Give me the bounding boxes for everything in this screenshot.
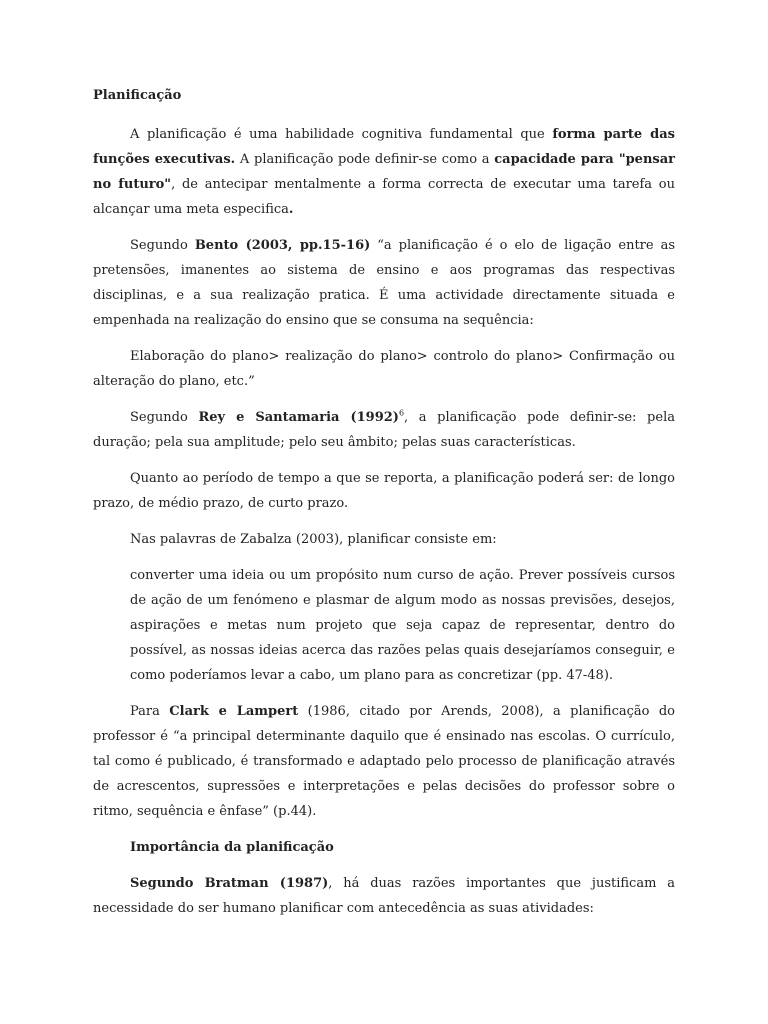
citation: Clark e Lampert — [169, 704, 299, 719]
paragraph-bento — [93, 233, 675, 333]
paragraph-definition — [93, 122, 675, 222]
text: “a planificação é o elo de ligação entre as pretensões, imanentes ao sistema de ensino e aos programas das respectivas disciplinas, e a sua realização pratica. É uma actividade directamente situada e empenhada na realização do ensino que se consuma na sequência: — [93, 238, 675, 328]
bold-text: forma parte das funções executivas. — [93, 127, 675, 167]
paragraph-clark-lampert — [93, 699, 675, 824]
text: , a planificação pode definir-se: pela duração; pela sua amplitude; pelo seu âmbito; pelas suas características. — [93, 410, 675, 450]
bold-text: capacidade para "pensar no futuro" — [93, 152, 675, 192]
citation: Rey e Santamaria (1992) — [198, 410, 399, 425]
paragraph-period: Quanto ao período de tempo a que se reporta, a planificação poderá ser: de longo prazo, de médio prazo, de curto prazo. — [93, 471, 675, 511]
text: A planificação pode definir-se como a — [235, 152, 495, 167]
paragraph-zabalza-intro: Nas palavras de Zabalza (2003), planificar consiste em: — [130, 532, 497, 547]
paragraph-sequence: Elaboração do plano> realização do plano> controlo do plano> Confirmação ou alteração do plano, etc.” — [93, 349, 675, 389]
section-title: Planificação — [93, 88, 182, 103]
text: , há duas razões importantes que justificam a necessidade do ser humano planificar com antecedência as suas atividades: — [93, 876, 675, 916]
paragraph-rey-santamaria — [93, 405, 675, 455]
text: A planificação é uma habilidade cognitiva fundamental que — [130, 127, 553, 142]
text: , de antecipar mentalmente a forma correcta de executar uma tarefa ou alcançar uma meta especifica — [93, 177, 675, 217]
footnote-marker: 6 — [398, 408, 405, 418]
block-quote-zabalza: converter uma ideia ou um propósito num curso de ação. Prever possíveis cursos de ação de um fenómeno e plasmar de algum modo as nossas previsões, desejos, aspirações e metas num projeto que seja capaz de representar, dentro do possível, as nossas ideias acerca das razões pelas quais desejaríamos conseguir, e como poderíamos levar a cabo, um plano para as concretizar (pp. 47-48). — [130, 568, 675, 683]
citation: Segundo Bratman (1987) — [130, 876, 329, 891]
subheading-importance: Importância da planificação — [130, 840, 334, 855]
citation: Bento (2003, pp.15-16) — [194, 238, 371, 253]
paragraph-bratman — [93, 871, 675, 921]
text: Segundo — [130, 238, 195, 253]
bold-period: . — [288, 202, 294, 217]
text: Segundo — [130, 410, 199, 425]
text: Para — [130, 704, 170, 719]
text: (1986, citado por Arends, 2008), a planificação do professor é “a principal determinante daquilo que é ensinado nas escolas. O currículo, tal como é publicado, é transformado e adaptado pelo processo de planificação através de acrescentos, supressões e interpretações e pelas decisões do professor sobre o ritmo, sequência e ênfase” (p.44). — [93, 704, 676, 819]
